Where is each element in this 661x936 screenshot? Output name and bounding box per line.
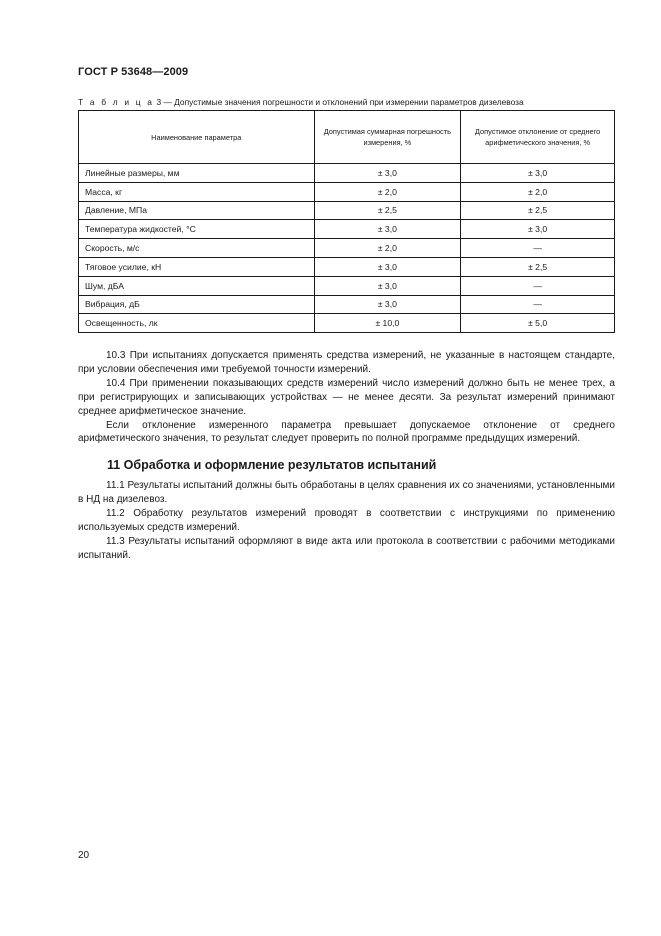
section-11-text — [78, 479, 615, 562]
cell-parameter-name: Линейные размеры, мм — [79, 164, 315, 183]
table-row — [79, 164, 615, 183]
paragraph-11-2: 11.2 Обработку результатов измерений проводят в соответствии с инструкциями по применению используемых средств измерений. — [78, 507, 615, 533]
cell-parameter-name: Шум, дБА — [79, 276, 315, 295]
section-11-title: 11 Обработка и оформление результатов испытаний — [107, 458, 437, 472]
cell-error: ± 3,0 — [314, 220, 461, 239]
cell-error: ± 2,0 — [314, 239, 461, 258]
table-caption-prefix: Т а б л и ц а — [78, 97, 155, 107]
cell-parameter-name: Давление, МПа — [79, 201, 315, 220]
cell-error: ± 3,0 — [314, 257, 461, 276]
cell-parameter-name: Освещенность, лк — [79, 314, 315, 333]
cell-error: ± 3,0 — [314, 164, 461, 183]
column-header-parameter: Наименование параметра — [79, 111, 315, 164]
cell-error: ± 2,0 — [314, 182, 461, 201]
paragraph-10-4-note: Если отклонение измеренного параметра превышает допускаемое отклонение от среднего арифметического значения, то результат следует проверить по полной программе предыдущих измерений. — [78, 419, 615, 445]
cell-deviation: ± 2,0 — [461, 182, 615, 201]
cell-parameter-name: Скорость, м/с — [79, 239, 315, 258]
table-row — [79, 276, 615, 295]
document-code: ГОСТ Р 53648—2009 — [78, 66, 189, 78]
cell-deviation: — — [461, 295, 615, 314]
column-header-error: Допустимая суммарная погрешность измерения, % — [314, 111, 461, 164]
paragraph-10-4: 10.4 При применении показывающих средств измерений число измерений должно быть не менее трех, а при регистрирующих и записывающих устройствах — не менее десяти. За результат измерений принимают среднее арифметическое значение. — [78, 377, 615, 417]
parameters-table — [78, 110, 615, 333]
cell-error: ± 3,0 — [314, 276, 461, 295]
table-row — [79, 295, 615, 314]
table-caption — [78, 97, 618, 107]
cell-deviation: — — [461, 276, 615, 295]
table-row — [79, 239, 615, 258]
cell-parameter-name: Вибрация, дБ — [79, 295, 315, 314]
section-10-text — [78, 349, 615, 446]
cell-parameter-name: Тяговое усилие, кН — [79, 257, 315, 276]
table-caption-text: 3 — Допустимые значения погрешности и отклонений при измерении параметров дизелевоза — [154, 97, 524, 107]
cell-error: ± 3,0 — [314, 295, 461, 314]
paragraph-11-3: 11.3 Результаты испытаний оформляют в виде акта или протокола в соответствии с рабочими методиками испытаний. — [78, 535, 615, 561]
page-number: 20 — [78, 850, 90, 861]
cell-deviation: ± 3,0 — [461, 220, 615, 239]
table-row — [79, 182, 615, 201]
table-row — [79, 201, 615, 220]
cell-deviation: ± 2,5 — [461, 257, 615, 276]
cell-deviation: ± 3,0 — [461, 164, 615, 183]
cell-deviation: — — [461, 239, 615, 258]
column-header-deviation: Допустимое отклонение от среднего арифметического значения, % — [461, 111, 615, 164]
cell-deviation: ± 5,0 — [461, 314, 615, 333]
table-row — [79, 220, 615, 239]
cell-parameter-name: Температура жидкостей, °С — [79, 220, 315, 239]
cell-error: ± 2,5 — [314, 201, 461, 220]
paragraph-11-1: 11.1 Результаты испытаний должны быть обработаны в целях сравнения их со значениями, установленными в НД на дизелевоз. — [78, 480, 615, 505]
cell-error: ± 10,0 — [314, 314, 461, 333]
cell-parameter-name: Масса, кг — [79, 182, 315, 201]
paragraph-10-3: 10.3 При испытаниях допускается применять средства измерений, не указанные в настоящем стандарте, при условии обеспечения ими требуемой точности измерений. — [78, 350, 615, 375]
table-row — [79, 314, 615, 333]
table-row — [79, 257, 615, 276]
cell-deviation: ± 2,5 — [461, 201, 615, 220]
table-header-row — [79, 111, 615, 164]
